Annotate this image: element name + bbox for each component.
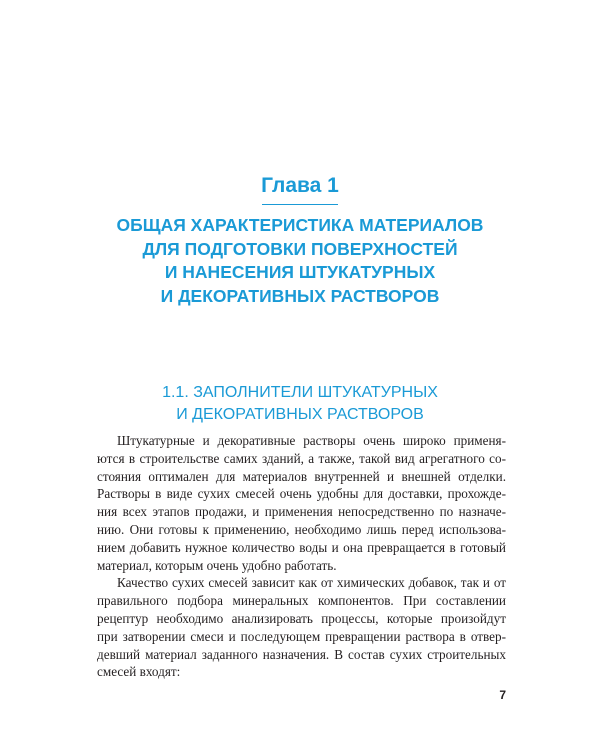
- text-line: Штукатурные и декоративные растворы очень широко применя-: [117, 433, 506, 448]
- text-line: смесей входят:: [97, 664, 181, 680]
- chapter-title-line: ОБЩАЯ ХАРАКТЕРИСТИКА МАТЕРИАЛОВ: [116, 215, 484, 235]
- text-line: Растворы в виде сухих смесей очень удобны для доставки, прохожде-: [97, 486, 506, 502]
- chapter-title-line: ДЛЯ ПОДГОТОВКИ ПОВЕРХНОСТЕЙ: [142, 238, 458, 259]
- section-title-line: И ДЕКОРАТИВНЫХ РАСТВОРОВ: [176, 406, 424, 423]
- text-line: девший материал заданного назначения. В состав сухих строительных: [97, 646, 506, 662]
- text-line: нием добавить нужное количество воды и она превращается в готовый: [97, 539, 506, 555]
- text-line: материал, которым очень удобно работать.: [97, 557, 337, 573]
- text-line: Качество сухих смесей зависит как от химических добавок, так и от: [117, 575, 506, 591]
- text-line: рецептур необходимо анализировать процессы, которые произойдут: [97, 610, 506, 626]
- section-title-line: 1.1. ЗАПОЛНИТЕЛИ ШТУКАТУРНЫХ: [162, 384, 438, 401]
- text-line: ния всех этапов продажи, и применения непосредственно по назначе-: [97, 504, 506, 520]
- paragraph-1: [97, 432, 506, 574]
- text-line: ются в строительстве самих зданий, а также, такой вид агрегатного со-: [97, 450, 506, 466]
- text-line: нию. Они готовы к применению, необходимо лишь перед использова-: [97, 521, 506, 537]
- paragraph-2: [97, 574, 506, 681]
- chapter-title-line: И ДЕКОРАТИВНЫХ РАСТВОРОВ: [160, 285, 440, 306]
- chapter-rule: [262, 204, 338, 205]
- text-line: стояния оптимален для материалов внутренней и внешней отделки.: [97, 468, 506, 484]
- section-title: [60, 382, 540, 426]
- chapter-title: [60, 214, 540, 308]
- body-text: [97, 432, 506, 681]
- text-line: правильного подбора минеральных компонентов. При составлении: [97, 593, 506, 609]
- text-line: при затворении смеси и последующем превращении раствора в отвер-: [97, 628, 506, 644]
- page-number: 7: [499, 688, 506, 702]
- chapter-title-line: И НАНЕСЕНИЯ ШТУКАТУРНЫХ: [164, 262, 436, 282]
- chapter-label: Глава 1: [261, 174, 339, 197]
